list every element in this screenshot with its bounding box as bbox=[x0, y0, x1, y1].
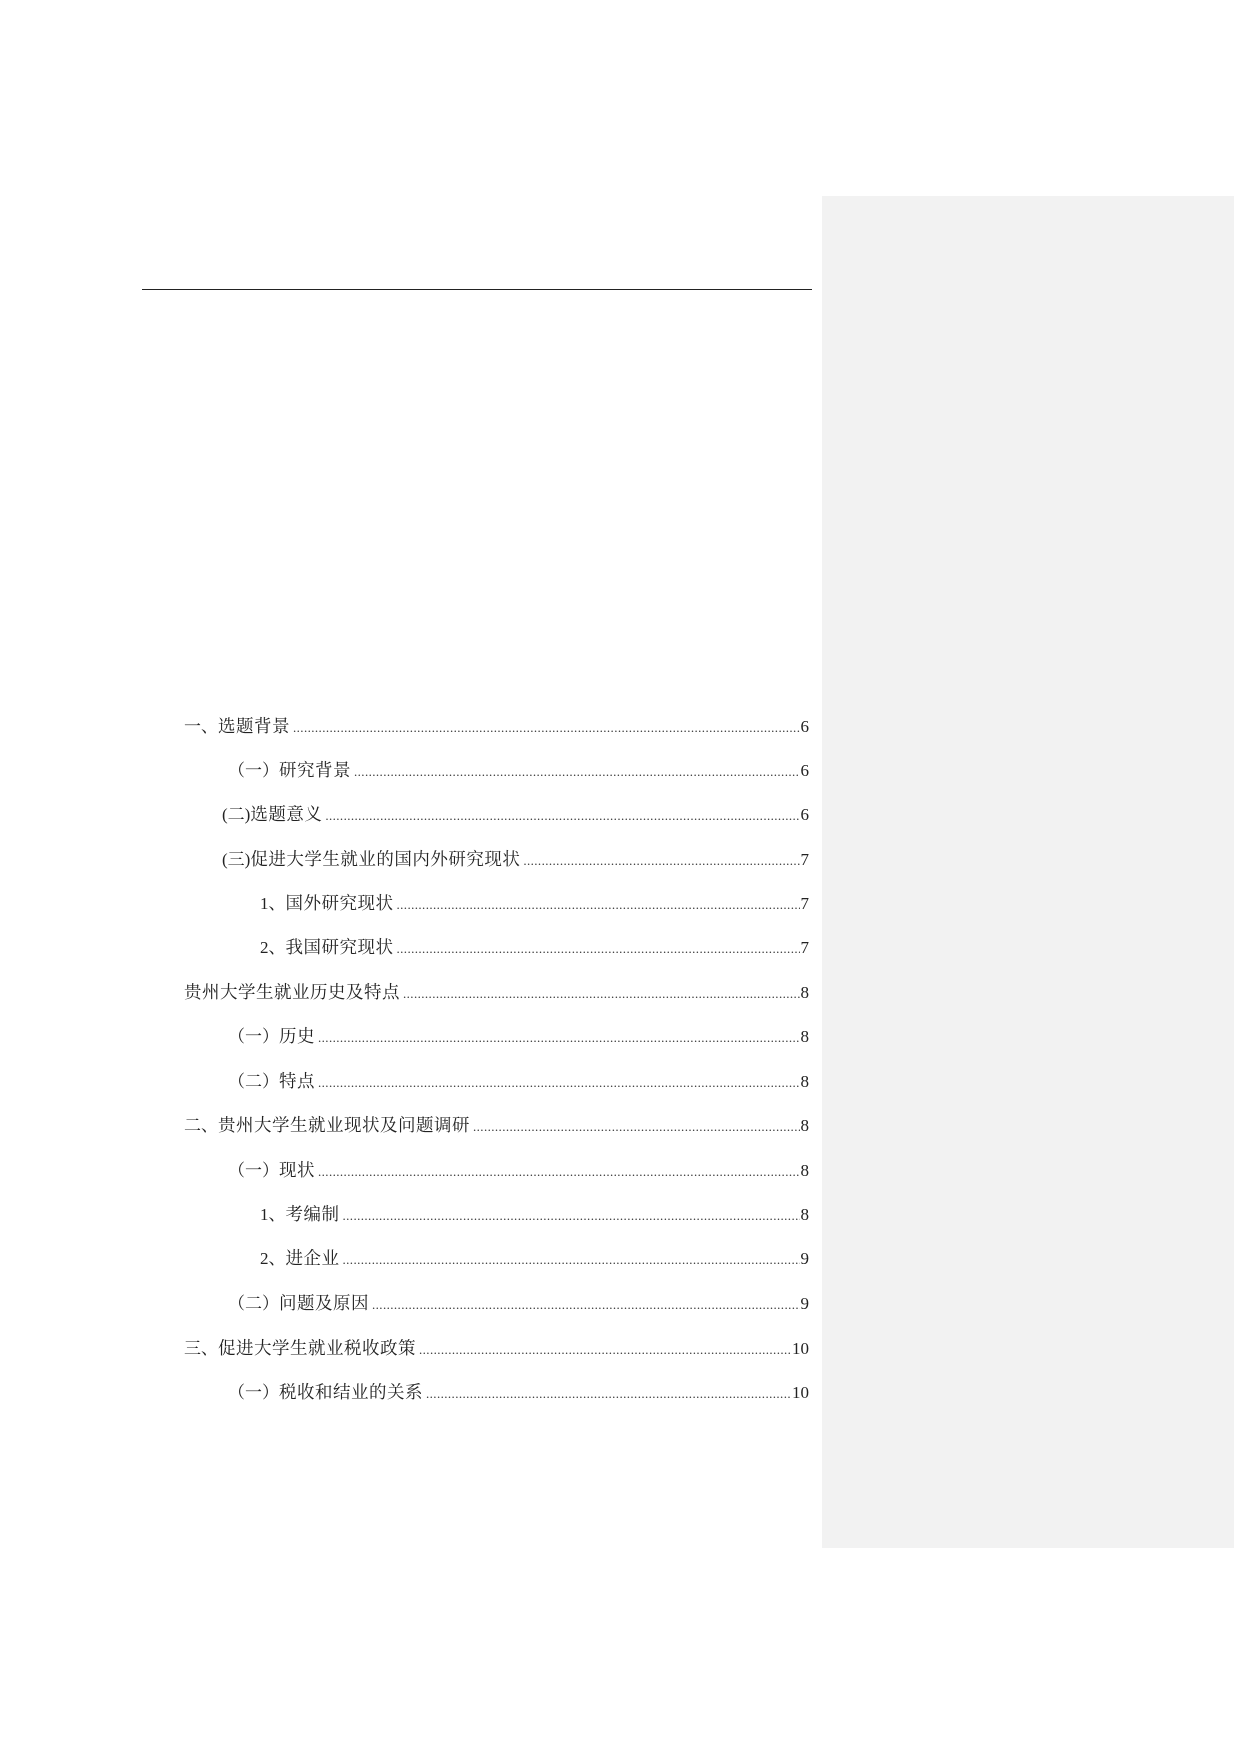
toc-entry[interactable] bbox=[228, 1158, 809, 1184]
toc-leader-dots bbox=[354, 759, 800, 785]
toc-entry-number: （一） bbox=[228, 1027, 279, 1046]
toc-entry[interactable] bbox=[260, 935, 809, 961]
toc-entry[interactable] bbox=[184, 1113, 809, 1139]
toc-entry-page: 6 bbox=[800, 717, 809, 736]
toc-leader-dots bbox=[403, 981, 800, 1007]
toc-entry-title: 考编制 bbox=[285, 1205, 340, 1225]
toc-entry-page: 7 bbox=[800, 894, 809, 913]
toc-entry[interactable] bbox=[228, 1291, 809, 1317]
toc-entry-title: 问题及原因 bbox=[279, 1294, 369, 1314]
toc-leader-dots bbox=[318, 1025, 800, 1051]
toc-leader-dots bbox=[343, 1203, 800, 1229]
toc-leader-dots bbox=[397, 936, 800, 962]
toc-leader-dots bbox=[372, 1292, 800, 1318]
toc-leader-dots bbox=[426, 1381, 791, 1407]
toc-leader-dots bbox=[397, 892, 800, 918]
toc-entry-page: 8 bbox=[800, 983, 809, 1002]
toc-entry[interactable] bbox=[184, 714, 809, 740]
toc-entry[interactable] bbox=[184, 980, 809, 1006]
toc-entry-page: 9 bbox=[800, 1249, 809, 1268]
toc-entry-number: 二、 bbox=[184, 1116, 218, 1135]
toc-entry-number: （二） bbox=[228, 1072, 279, 1091]
toc-entry-title: 进企业 bbox=[285, 1249, 340, 1269]
toc-entry[interactable] bbox=[228, 1069, 809, 1095]
toc-entry-page: 8 bbox=[800, 1161, 809, 1180]
toc-entry-number: 1、 bbox=[260, 1205, 286, 1224]
toc-entry-number: （一） bbox=[228, 1383, 279, 1402]
toc-entry-page: 6 bbox=[800, 761, 809, 780]
toc-entry-page: 7 bbox=[800, 850, 809, 869]
toc-entry-page: 8 bbox=[800, 1072, 809, 1091]
toc-leader-dots bbox=[419, 1337, 791, 1363]
toc-entry-title: 贵州大学生就业现状及问题调研 bbox=[218, 1116, 470, 1136]
toc-entry-title: 税收和结业的关系 bbox=[279, 1383, 423, 1403]
toc-entry-number: (二) bbox=[222, 805, 251, 824]
toc-entry-title: 促进大学生就业税收政策 bbox=[218, 1339, 416, 1359]
toc-entry-title: 我国研究现状 bbox=[285, 938, 394, 958]
toc-entry-page: 6 bbox=[800, 805, 809, 824]
toc-entry[interactable] bbox=[222, 802, 809, 828]
toc-entry-title: 历史 bbox=[279, 1027, 315, 1047]
toc-entry-page: 8 bbox=[800, 1027, 809, 1046]
toc-entry[interactable] bbox=[260, 1246, 809, 1272]
toc-leader-dots bbox=[523, 848, 799, 874]
toc-entry-title: 选题背景 bbox=[218, 717, 290, 737]
toc-entry-title: 贵州大学生就业历史及特点 bbox=[184, 983, 400, 1003]
toc-entry-title: 选题意义 bbox=[250, 805, 323, 825]
toc-entry-title: 特点 bbox=[279, 1072, 315, 1092]
toc-entry-page: 8 bbox=[800, 1116, 809, 1135]
toc-entry-number: （一） bbox=[228, 1161, 279, 1180]
toc-entry-number: 2、 bbox=[260, 1249, 286, 1268]
toc-entry[interactable] bbox=[228, 1380, 809, 1406]
toc-leader-dots bbox=[318, 1159, 800, 1185]
toc-entry[interactable] bbox=[228, 1024, 809, 1050]
toc-entry-page: 10 bbox=[792, 1339, 809, 1358]
toc-entry-page: 7 bbox=[800, 938, 809, 957]
toc-leader-dots bbox=[325, 803, 799, 829]
toc-entry[interactable] bbox=[228, 758, 809, 784]
toc-entry-title: 国外研究现状 bbox=[285, 894, 394, 914]
toc-entry-number: 1、 bbox=[260, 894, 286, 913]
toc-entry-number: （二） bbox=[228, 1294, 279, 1313]
toc-entry[interactable] bbox=[222, 847, 809, 873]
toc-leader-dots bbox=[473, 1114, 800, 1140]
toc-entry[interactable] bbox=[260, 1202, 809, 1228]
toc-leader-dots bbox=[318, 1070, 800, 1096]
toc-entry-number: 三、 bbox=[184, 1339, 218, 1358]
toc-entry-number: （一） bbox=[228, 761, 279, 780]
toc-entry-number: 一、 bbox=[184, 717, 218, 736]
toc-entry-page: 10 bbox=[792, 1383, 809, 1402]
toc-leader-dots bbox=[343, 1247, 800, 1273]
toc-entry-number: (三) bbox=[222, 850, 251, 869]
toc-entry-title: 研究背景 bbox=[279, 761, 351, 781]
toc-entry[interactable] bbox=[184, 1336, 809, 1362]
toc-entry-title: 促进大学生就业的国内外研究现状 bbox=[250, 850, 521, 870]
toc-entry-page: 9 bbox=[800, 1294, 809, 1313]
toc-entry-number: 2、 bbox=[260, 938, 286, 957]
toc-entry[interactable] bbox=[260, 891, 809, 917]
toc-entry-page: 8 bbox=[800, 1205, 809, 1224]
toc-entry-title: 现状 bbox=[279, 1161, 315, 1181]
toc-leader-dots bbox=[293, 715, 800, 741]
